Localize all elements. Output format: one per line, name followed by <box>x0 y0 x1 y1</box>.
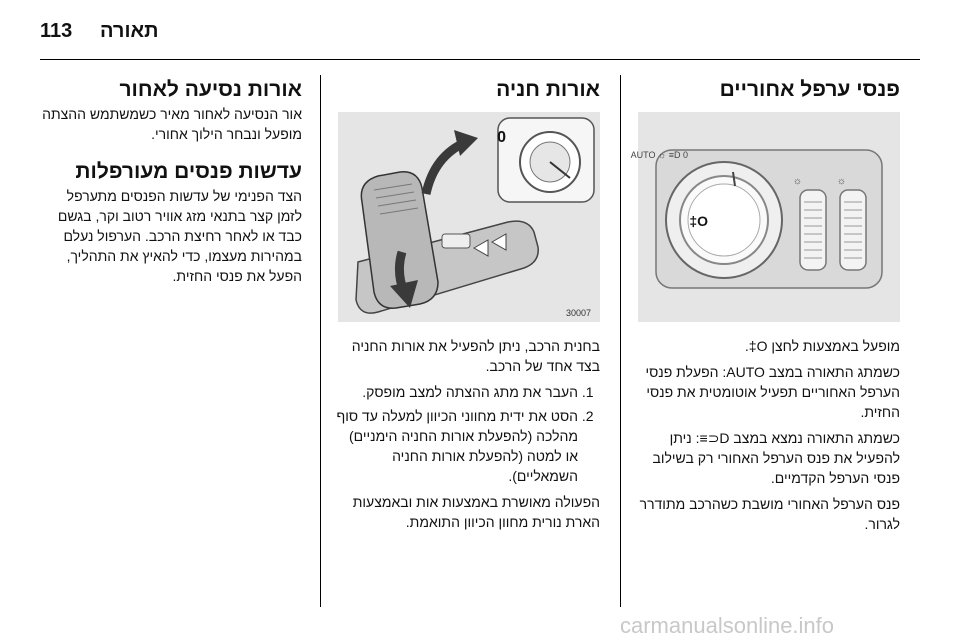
column-divider-left <box>320 75 321 607</box>
column-divider-right <box>620 75 621 607</box>
svg-text:0 AUTO ☼ ≡D: 0 AUTO ☼ ≡D <box>630 150 688 160</box>
section-heading-parking: אורות חניה <box>496 78 600 101</box>
header-rule <box>40 59 920 60</box>
column-parking-lights <box>336 76 600 532</box>
page-header <box>40 14 920 50</box>
svg-text:0: 0 <box>497 129 506 146</box>
section-heading-misted-lenses: עדשות פנסים מעורפלות <box>75 160 302 183</box>
indicator-stalk-figure <box>338 112 600 322</box>
figure-code: 30007 <box>566 308 592 318</box>
parking-step-1: 1. העבר את מתג ההצתה למצב מופסק. <box>336 382 578 402</box>
svg-text:O‡: O‡ <box>689 213 708 229</box>
reversing-para: אור הנסיעה לאחור מאיר כשמשתמש ההצתה מופעל ונבחר הילוך אחורי. <box>42 106 302 142</box>
page-title: תאורה <box>100 20 159 42</box>
section-heading-rear-fog: פנסי ערפל אחוריים <box>719 78 900 101</box>
rear-fog-para-1: מופעל באמצעות לחצן ‎O‡. <box>744 338 900 354</box>
rear-fog-para-4: פנס הערפל האחורי מושבת כשהרכב מתודרר לגרור. <box>639 496 900 532</box>
light-switch-figure <box>630 112 900 322</box>
rear-fog-para-3: כשמתג התאורה נמצא במצב ‎⊃D≡: ניתן להפעיל את פנס הערפל האחורי רק בשילוב פנסי הערפל הקדמיים. <box>652 430 900 486</box>
parking-step-2: 2. הסט את ידית מחווני הכיוון למעלה עד סוף מהלכה (להפעלת אורות החניה הימניים) או למטה (להפעלת אורות החניה השמאליים). <box>336 406 578 486</box>
parking-steps <box>336 382 600 486</box>
column-reversing-lights <box>40 76 302 286</box>
misted-lenses-para: הצד הפנימי של עדשות הפנסים מתערפל לזמן קצר בתנאי מזג אוויר רטוב וקר, בגשם כבד או לאחר רחיצת הרכב. הערפול נעלם במהירות מעצמו, כדי להאיץ את התהליך, הפעל את פנסי החזית. <box>57 188 302 284</box>
page-number: 113 <box>40 20 73 42</box>
svg-text:☼: ☼ <box>792 176 802 187</box>
column-rear-fog-lights <box>630 76 900 534</box>
svg-text:☼: ☼ <box>836 176 846 187</box>
parking-note: הפעולה מאושרת באמצעות אות ובאמצעות הארת נורית מחוון הכיוון התואמת. <box>352 494 600 530</box>
parking-intro: בחנית הרכב, ניתן להפעיל את אורות החניה בצד אחד של הרכב. <box>351 338 600 374</box>
rear-fog-para-2: כשמתג התאורה במצב AUTO: הפעלת פנסי הערפל האחוריים תפעיל אוטומטית את פנסי החזית. <box>645 364 900 420</box>
watermark: carmanualsonline.info <box>620 613 835 638</box>
section-heading-reversing: אורות נסיעה לאחור <box>119 78 302 101</box>
